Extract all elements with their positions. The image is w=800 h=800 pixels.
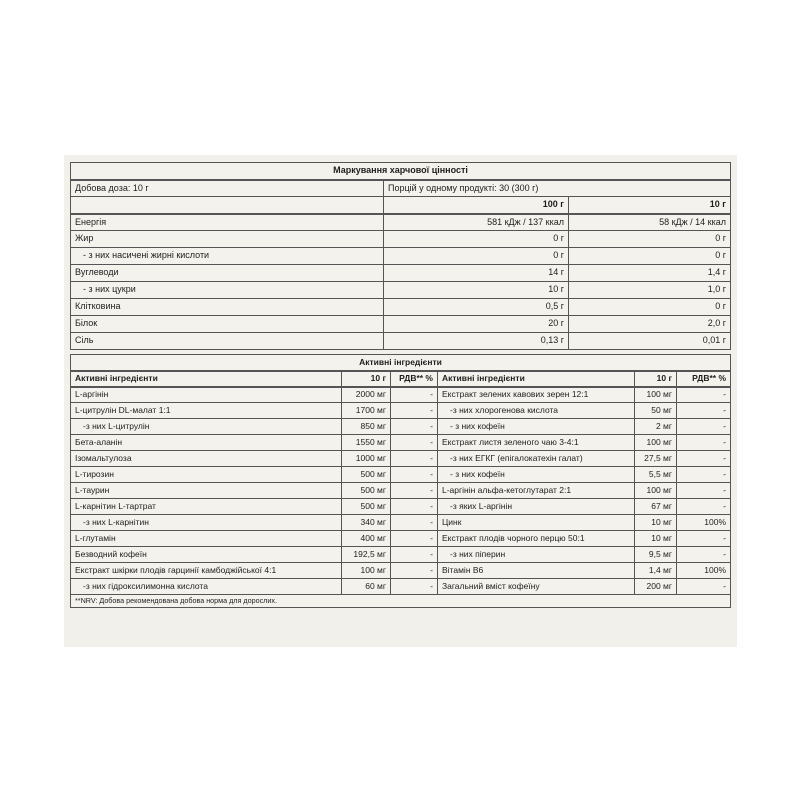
nrv-footnote: **NRV: Добова рекомендована добова норма для дорослих.: [71, 595, 731, 608]
ingredient-rdv: -: [391, 531, 438, 547]
ingredient-rdv: -: [677, 403, 731, 419]
nutrient-label: Вуглеводи: [71, 265, 384, 282]
ingredient-row: [71, 419, 731, 435]
right-amount-header: 10 г: [635, 371, 677, 387]
ingredient-amount: 9,5 мг: [635, 547, 677, 563]
nutrition-row: [71, 248, 731, 265]
ingredient-amount: 500 мг: [342, 499, 391, 515]
ingredient-rdv: 100%: [677, 515, 731, 531]
ingredient-row: [71, 483, 731, 499]
ingredient-row: [71, 563, 731, 579]
ingredient-rdv: -: [677, 579, 731, 595]
ingredient-label: -з них гідроксилимонна кислота: [71, 579, 342, 595]
ingredient-rdv: -: [391, 419, 438, 435]
ingredient-amount: 340 мг: [342, 515, 391, 531]
nutrient-value-100g: 10 г: [384, 282, 569, 299]
nutrition-facts-title-row: [71, 163, 731, 180]
nutrient-value-100g: 581 кДж / 137 ккал: [384, 214, 569, 231]
ingredient-row: [71, 531, 731, 547]
ingredient-amount: 60 мг: [342, 579, 391, 595]
ingredient-rdv: -: [391, 467, 438, 483]
left-rdv-header: РДВ** %: [391, 371, 438, 387]
ingredient-label: L-аргінін: [71, 387, 342, 403]
dose-servings-row: [71, 180, 731, 197]
nutrition-row: [71, 333, 731, 350]
nutrient-label: Сіль: [71, 333, 384, 350]
ingredient-label: Бета-аланін: [71, 435, 342, 451]
ingredient-label: Ізомальтулоза: [71, 451, 342, 467]
ingredient-label: L-таурин: [71, 483, 342, 499]
ingredient-amount: 2000 мг: [342, 387, 391, 403]
ingredient-amount: 400 мг: [342, 531, 391, 547]
right-rdv-header: РДВ** %: [677, 371, 731, 387]
ingredient-label: Загальний вміст кофеїну: [438, 579, 635, 595]
ingredient-amount: 500 мг: [342, 483, 391, 499]
left-name-header: Активні інгредієнти: [71, 371, 342, 387]
ingredient-rdv: -: [677, 419, 731, 435]
ingredient-amount: 10 мг: [635, 515, 677, 531]
nutrient-value-10g: 1,0 г: [569, 282, 731, 299]
ingredient-label: - з них кофеїн: [438, 419, 635, 435]
ingredient-label: -з яких L-аргінін: [438, 499, 635, 515]
ingredient-amount: 5,5 мг: [635, 467, 677, 483]
ingredients-title-row: [71, 355, 731, 371]
ingredient-row: [71, 499, 731, 515]
footnote-row: [71, 595, 731, 608]
nutrition-row: [71, 316, 731, 333]
nutrient-label: Клітковина: [71, 299, 384, 316]
ingredient-amount: 27,5 мг: [635, 451, 677, 467]
ingredient-label: Безводний кофеїн: [71, 547, 342, 563]
ingredient-rdv: -: [391, 563, 438, 579]
ingredient-rdv: -: [391, 515, 438, 531]
ingredient-rdv: -: [677, 451, 731, 467]
ingredient-row: [71, 435, 731, 451]
ingredients-column-header-row: [71, 371, 731, 387]
nutrient-value-10g: 2,0 г: [569, 316, 731, 333]
nutrition-row: [71, 265, 731, 282]
nutrient-label: - з них насичені жирні кислоти: [71, 248, 384, 265]
ingredient-amount: 1,4 мг: [635, 563, 677, 579]
nutrient-label: Білок: [71, 316, 384, 333]
ingredient-label: Екстракт шкірки плодів гарцинії камбоджійської 4:1: [71, 563, 342, 579]
ingredient-amount: 850 мг: [342, 419, 391, 435]
ingredient-rdv: -: [677, 435, 731, 451]
ingredient-amount: 100 мг: [635, 483, 677, 499]
active-ingredients-table: [70, 354, 731, 608]
nutrient-value-100g: 0,13 г: [384, 333, 569, 350]
ingredient-amount: 67 мг: [635, 499, 677, 515]
nutrient-value-10g: 0 г: [569, 231, 731, 248]
ingredient-label: -з них L-цитрулін: [71, 419, 342, 435]
nutrition-facts-body: [71, 214, 731, 350]
ingredient-rdv: -: [391, 483, 438, 499]
ingredient-label: Цинк: [438, 515, 635, 531]
nutrition-facts-table: [70, 162, 731, 350]
nutrition-row: [71, 299, 731, 316]
ingredient-rdv: -: [677, 531, 731, 547]
column-header-10g: 10 г: [569, 197, 731, 214]
ingredient-row: [71, 467, 731, 483]
ingredient-rdv: -: [677, 387, 731, 403]
ingredient-amount: 50 мг: [635, 403, 677, 419]
ingredient-row: [71, 387, 731, 403]
ingredient-amount: 200 мг: [635, 579, 677, 595]
nutrient-value-100g: 0,5 г: [384, 299, 569, 316]
ingredient-rdv: -: [391, 547, 438, 563]
ingredient-rdv: -: [391, 579, 438, 595]
nutrient-label: - з них цукри: [71, 282, 384, 299]
ingredient-label: Екстракт зелених кавових зерен 12:1: [438, 387, 635, 403]
ingredient-label: L-глутамін: [71, 531, 342, 547]
nutrition-column-header-row: [71, 197, 731, 214]
ingredient-label: L-тирозин: [71, 467, 342, 483]
ingredient-label: -з них L-карнітин: [71, 515, 342, 531]
ingredient-rdv: -: [677, 483, 731, 499]
servings-label: Порцій у одному продукті: 30 (300 г): [384, 180, 731, 197]
empty-header-cell: [71, 197, 384, 214]
nutrition-facts-title: Маркування харчової цінності: [71, 163, 731, 180]
nutrient-value-100g: 0 г: [384, 248, 569, 265]
column-header-100g: 100 г: [384, 197, 569, 214]
nutrition-row: [71, 231, 731, 248]
ingredient-rdv: -: [677, 467, 731, 483]
ingredient-label: Вітамін B6: [438, 563, 635, 579]
ingredient-label: -з них піперин: [438, 547, 635, 563]
ingredient-row: [71, 515, 731, 531]
nutrient-value-10g: 1,4 г: [569, 265, 731, 282]
nutrient-value-10g: 0 г: [569, 248, 731, 265]
ingredient-label: Екстракт листя зеленого чаю 3-4:1: [438, 435, 635, 451]
ingredient-label: L-цитрулін DL-малат 1:1: [71, 403, 342, 419]
ingredient-amount: 2 мг: [635, 419, 677, 435]
nutrient-value-100g: 14 г: [384, 265, 569, 282]
ingredient-amount: 500 мг: [342, 467, 391, 483]
ingredients-body: [71, 387, 731, 595]
ingredient-label: -з них ЕГКГ (епігалокатехін галат): [438, 451, 635, 467]
ingredient-rdv: 100%: [677, 563, 731, 579]
nutrition-row: [71, 282, 731, 299]
left-amount-header: 10 г: [342, 371, 391, 387]
nutrient-label: Жир: [71, 231, 384, 248]
ingredients-title: Активні інгредієнти: [71, 355, 731, 371]
ingredient-rdv: -: [391, 499, 438, 515]
ingredient-row: [71, 547, 731, 563]
ingredient-amount: 1000 мг: [342, 451, 391, 467]
right-name-header: Активні інгредієнти: [438, 371, 635, 387]
ingredient-amount: 1550 мг: [342, 435, 391, 451]
nutrition-row: [71, 214, 731, 231]
ingredient-row: [71, 451, 731, 467]
ingredient-rdv: -: [391, 403, 438, 419]
ingredient-label: L-карнітин L-тартрат: [71, 499, 342, 515]
ingredient-row: [71, 403, 731, 419]
ingredient-amount: 192,5 мг: [342, 547, 391, 563]
nutrient-value-10g: 0,01 г: [569, 333, 731, 350]
nutrition-label-panel: [64, 155, 737, 647]
nutrient-label: Енергія: [71, 214, 384, 231]
ingredient-label: - з них кофеїн: [438, 467, 635, 483]
ingredient-label: L-аргінін альфа-кетоглутарат 2:1: [438, 483, 635, 499]
ingredient-rdv: -: [677, 499, 731, 515]
ingredient-amount: 10 мг: [635, 531, 677, 547]
nutrient-value-10g: 0 г: [569, 299, 731, 316]
ingredient-amount: 100 мг: [635, 387, 677, 403]
ingredient-label: Екстракт плодів чорного перцю 50:1: [438, 531, 635, 547]
ingredient-rdv: -: [391, 451, 438, 467]
ingredient-amount: 100 мг: [342, 563, 391, 579]
ingredient-rdv: -: [391, 435, 438, 451]
ingredient-amount: 1700 мг: [342, 403, 391, 419]
ingredient-amount: 100 мг: [635, 435, 677, 451]
ingredient-rdv: -: [391, 387, 438, 403]
nutrient-value-100g: 0 г: [384, 231, 569, 248]
daily-dose-label: Добова доза: 10 г: [71, 180, 384, 197]
ingredient-label: -з них хлорогенова кислота: [438, 403, 635, 419]
nutrient-value-100g: 20 г: [384, 316, 569, 333]
nutrient-value-10g: 58 кДж / 14 ккал: [569, 214, 731, 231]
ingredient-row: [71, 579, 731, 595]
ingredient-rdv: -: [677, 547, 731, 563]
